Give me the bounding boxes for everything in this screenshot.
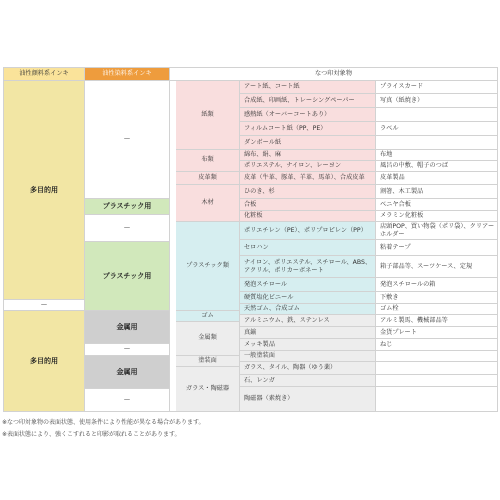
item-cell: セロハン <box>240 240 376 256</box>
example-cell: メラミン化粧板 <box>376 211 498 222</box>
category-metal: 金属類 <box>176 322 240 356</box>
group-multi-purpose-2: 多目的用 <box>3 311 85 412</box>
item-cell: メッキ製品 <box>240 339 376 351</box>
header-oil-pigment: 油性顔料系インキ <box>3 67 85 81</box>
group-dash-paint: — <box>85 344 170 356</box>
category-rubber: ゴム <box>176 311 240 322</box>
item-cell: ポリエチレン（PE）、ポリプロピレン（PP） <box>240 222 376 240</box>
example-cell: ベニヤ合板 <box>376 199 498 211</box>
item-cell: 感熱紙（オーバーコートあり） <box>240 108 376 122</box>
category-plastic: プラスチック類 <box>176 222 240 311</box>
example-cell <box>376 375 498 387</box>
category-wood: 木材 <box>176 185 240 222</box>
item-cell: ガラス、タイル、陶器（ゆう薬） <box>240 362 376 375</box>
header-oil-dye: 油性染料系インキ <box>85 67 170 81</box>
item-cell: 一般塗装面 <box>240 351 376 362</box>
group-metal-1: 金属用 <box>85 311 170 344</box>
group-dash-bottom: — <box>85 389 170 412</box>
group-dash-left: — <box>3 300 85 311</box>
item-cell: フィルムコート紙（PP、PE） <box>240 122 376 136</box>
example-cell: 皮革製品 <box>376 172 498 185</box>
example-cell <box>376 362 498 375</box>
item-cell: アルミニウム、鉄、ステンレス <box>240 315 376 327</box>
item-cell: ポリエステル、ナイロン、レーヨン <box>240 161 376 172</box>
example-cell: 布地 <box>376 150 498 161</box>
item-cell: 石、レンガ <box>240 375 376 387</box>
note-1: ※なつ印対象物の表面状態、使用条件により性能が異なる場合があります。 <box>2 419 205 426</box>
header-target: なつ印対象物 <box>170 67 498 81</box>
item-cell: 天然ゴム、合成ゴム <box>240 304 376 315</box>
category-paper: 紙類 <box>176 81 240 150</box>
example-cell: 粘着テープ <box>376 240 498 256</box>
example-cell: 金貨プレート <box>376 327 498 339</box>
example-cell: 下敷き <box>376 292 498 304</box>
item-cell: アート紙、コート紙 <box>240 81 376 94</box>
category-paint: 塗装面 <box>176 356 240 367</box>
example-cell: ゴム栓 <box>376 304 498 315</box>
example-cell: アルミ製馬、機械部品等 <box>376 315 498 327</box>
group-plastic-1: プラスチック用 <box>85 199 170 215</box>
example-cell: 発泡スチロールの箱 <box>376 278 498 292</box>
item-cell: 合板 <box>240 199 376 211</box>
item-cell: ダンボール紙 <box>240 136 376 150</box>
item-cell: 陶磁器（素焼き） <box>240 387 376 412</box>
item-cell: 綿布、絹、麻 <box>240 150 376 161</box>
item-cell: 発泡スチロール <box>240 278 376 292</box>
item-cell: 化粧板 <box>240 211 376 222</box>
group-dash-mid: — <box>85 215 170 242</box>
example-cell: 割箸、木工製品 <box>376 185 498 199</box>
group-metal-2: 金属用 <box>85 356 170 389</box>
item-cell: ひのき、杉 <box>240 185 376 199</box>
item-cell: 皮革（牛革、豚革、羊革、馬革）、合成皮革 <box>240 172 376 185</box>
example-cell: 写真（紙焼き） <box>376 94 498 108</box>
example-cell <box>376 351 498 362</box>
example-cell <box>376 136 498 150</box>
category-leather: 皮革類 <box>176 172 240 185</box>
group-dash-top: — <box>85 81 170 199</box>
example-cell: 店頭POP、買い物袋（ポリ袋）、クリアーホルダー <box>376 222 498 240</box>
example-cell: ねじ <box>376 339 498 351</box>
item-cell: 合成紙、印画紙、トレーシングペーパー <box>240 94 376 108</box>
item-cell: 真鍮 <box>240 327 376 339</box>
category-cloth: 布類 <box>176 150 240 172</box>
example-cell: 風呂の中敷、帽子のつば <box>376 161 498 172</box>
group-multi-purpose-1: 多目的用 <box>3 81 85 300</box>
note-2: ※表面状態により、強くこすれると印影が取れることがあります。 <box>2 431 181 438</box>
group-plastic-2: プラスチック用 <box>85 242 170 311</box>
example-cell <box>376 108 498 122</box>
item-cell: ナイロン、ポリエステル、スチロール、ABS、アクリル、ポリカーボネート <box>240 256 376 278</box>
example-cell: プライスカード <box>376 81 498 94</box>
example-cell: ラベル <box>376 122 498 136</box>
example-cell <box>376 387 498 412</box>
category-glass: ガラス・陶磁器 <box>176 367 240 412</box>
example-cell: 箱子部品等、スーツケース、定規 <box>376 256 498 278</box>
item-cell: 硬質塩化ビニール <box>240 292 376 304</box>
